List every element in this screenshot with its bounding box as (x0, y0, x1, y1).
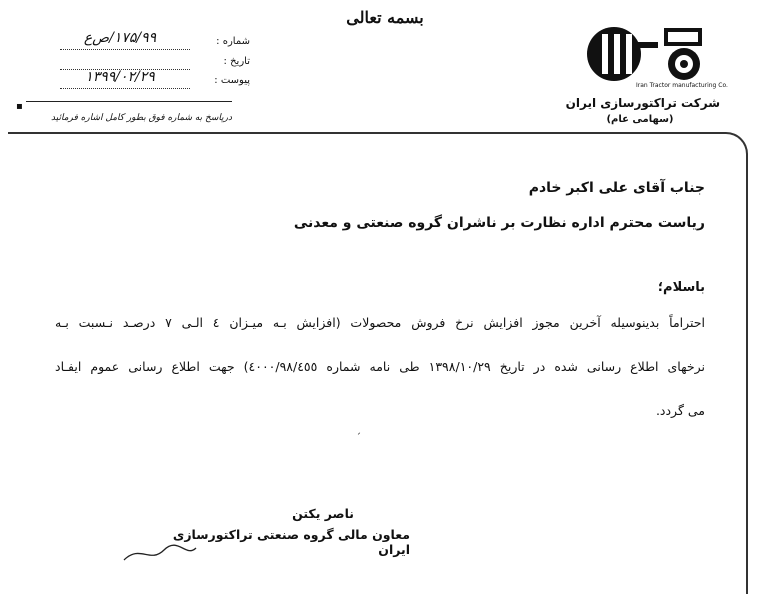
bismillah-heading: بسمه تعالی (346, 8, 424, 27)
attachment-dotted-line (60, 87, 190, 89)
company-logo (584, 24, 728, 94)
company-type: (سهامی عام) (606, 114, 674, 125)
body-line: نرخهای اطلاع رسانی شده در تاریخ ۱۳۹۸/۱۰/۲۹ طی نامه شماره ٤٠٠٠/۹۸/٤٥٥) جهت اطلاع رسانی عموم ایفـاد (55, 359, 705, 374)
stray-mark: ˏ (356, 424, 361, 435)
meta-attachment (30, 69, 250, 91)
number-dotted-line (60, 48, 190, 50)
greeting: باسلام؛ (657, 280, 705, 295)
recipient-title: ریاست محترم اداره نظارت بر ناشران گروه صنعتی و معدنی (293, 215, 705, 231)
number-value: ۱۷۵/۹۹/ص‌ع (83, 30, 157, 46)
signature-scrawl-icon (120, 540, 200, 566)
attachment-value: ۱۳۹۹/۰۲/۲۹ (85, 69, 155, 85)
number-label: شماره : (216, 36, 250, 47)
company-name: شرکت تراکتورسازی ایران (565, 96, 720, 110)
signer-name: ناصر یکتن (292, 506, 354, 521)
meta-number (30, 30, 250, 52)
body-line: می گردد. (655, 403, 705, 418)
logo-caption: Iran Tractor manufacturing Co. (636, 82, 728, 89)
header-rule (26, 101, 232, 102)
recipient-name: جناب آقای علی اکبر خادم (528, 180, 705, 196)
attachment-label: پیوست : (214, 75, 250, 86)
bullet-mark: ▪ (16, 101, 23, 112)
date-label: تاریخ : (223, 56, 250, 67)
body-line: احتراماً بدینوسیله آخرین مجوز افزایش نرخ فروش محصولات (افزایش بـه میـزان ٤ الـی ٧ درصـد نـسبت بـه (55, 315, 705, 330)
signer-title: معاون مالی گروه صنعتی تراکتورسازی ایران (172, 527, 410, 557)
reply-notice: درپاسخ به شماره فوق بطور کامل اشاره فرمائید (51, 113, 232, 123)
